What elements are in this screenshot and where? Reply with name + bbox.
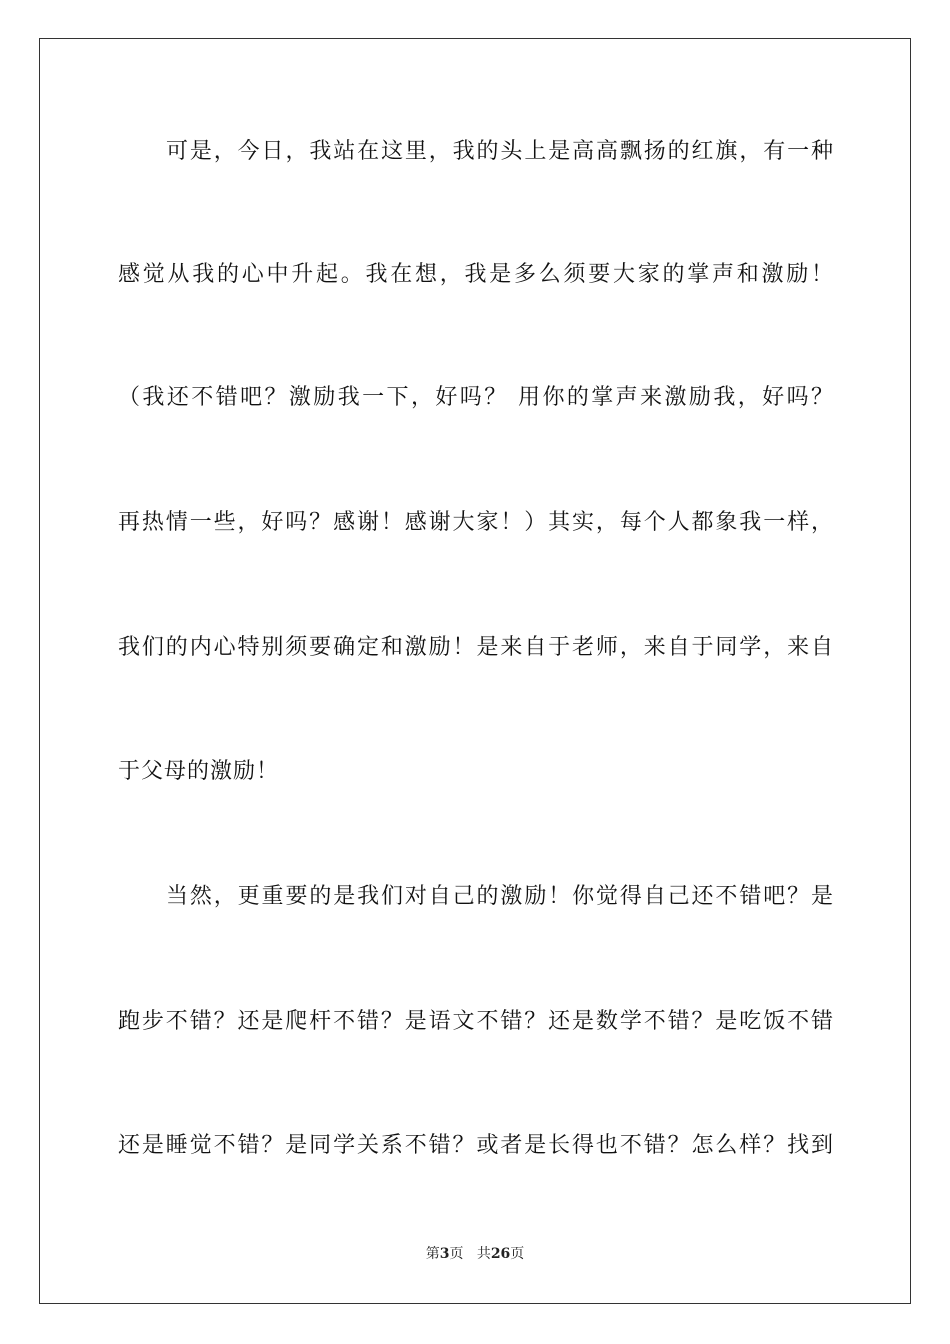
paragraph-line: （我还不错吧？激励我一下，好吗？ 用你的掌声来激励我，好吗？ [118,385,834,410]
paragraph-line: 跑步不错？还是爬杆不错？是语文不错？还是数学不错？是吃饭不错 [118,1009,834,1034]
paragraph-line: 还是睡觉不错？是同学关系不错？或者是长得也不错？怎么样？找到 [118,1133,834,1158]
paragraph-line: 我们的内心特别须要确定和激励！是来自于老师，来自于同学，来自 [118,635,834,660]
total-suffix: 页 [510,1246,525,1262]
page-suffix: 页 [449,1246,464,1262]
page-border [39,38,911,1304]
page-footer [0,1244,950,1264]
paragraph-line: 感觉从我的心中升起。我在想，我是多么须要大家的掌声和激励！ [118,262,834,287]
total-pages: 26 [490,1246,511,1262]
paragraph-line: 再热情一些，好吗？感谢！感谢大家！）其实，每个人都象我一样， [118,510,834,535]
page-prefix: 第 [425,1246,440,1262]
paragraph-line: 可是，今日，我站在这里，我的头上是高高飘扬的红旗，有一种 [166,139,834,164]
page-number: 3 [439,1246,450,1262]
paragraph-line: 当然，更重要的是我们对自己的激励！你觉得自己还不错吧？是 [166,884,834,909]
total-prefix: 共 [476,1246,491,1262]
paragraph-line: 于父母的激励！ [118,759,280,784]
